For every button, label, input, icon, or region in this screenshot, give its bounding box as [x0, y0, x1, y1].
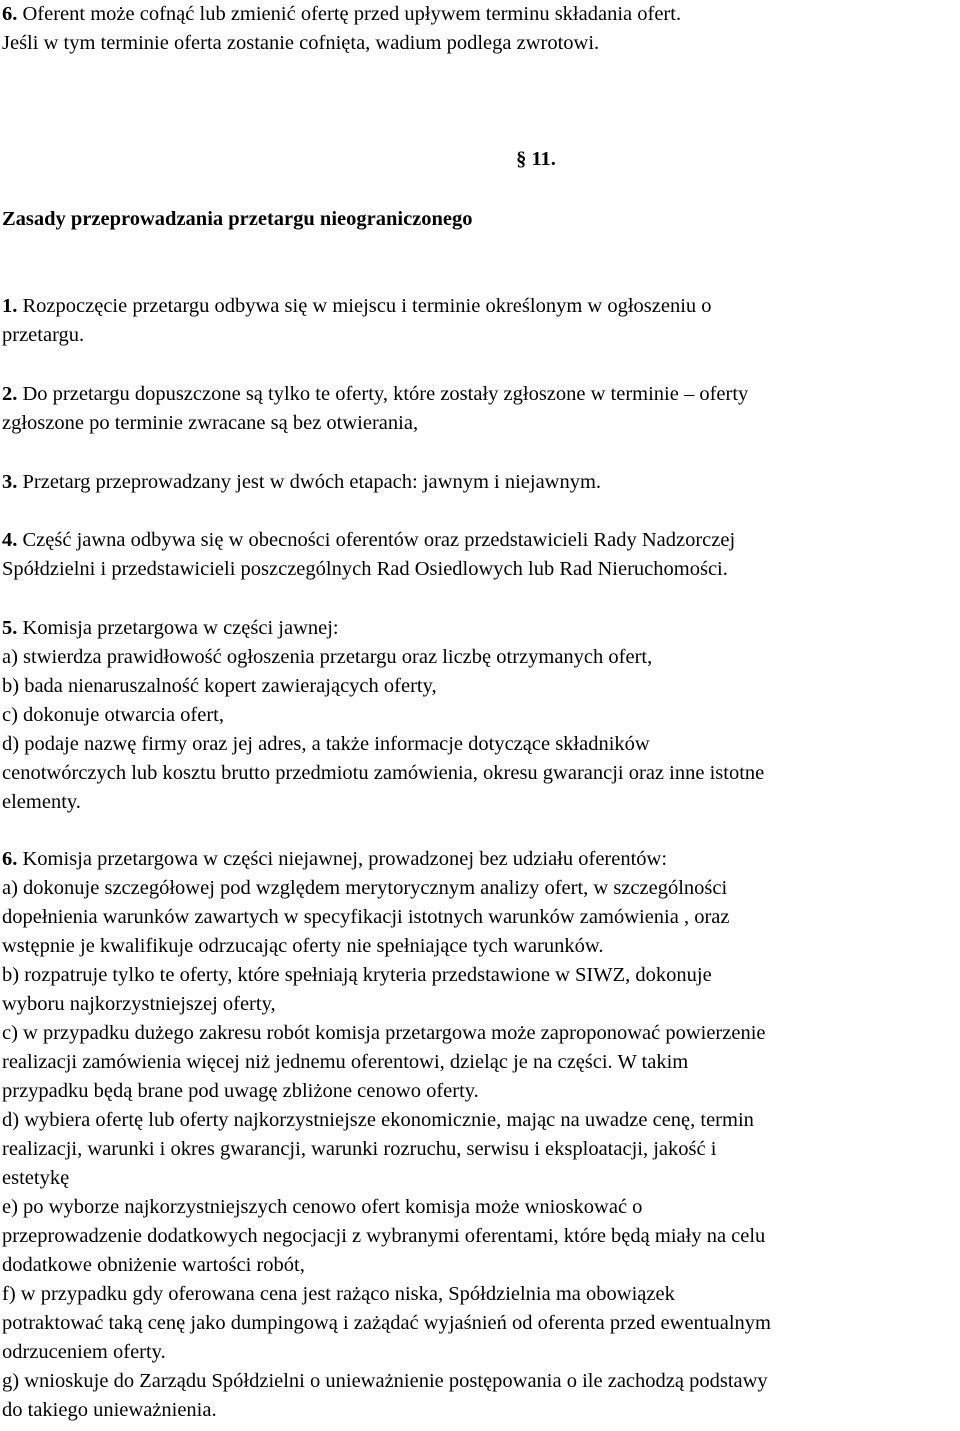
text-line: c) dokonuje otwarcia ofert, — [2, 704, 224, 726]
point-1 — [2, 292, 712, 350]
text-line: odrzuceniem oferty. — [2, 1341, 166, 1363]
text-line: zgłoszone po terminie zwracane są bez otwierania, — [2, 412, 419, 434]
text-line: 2. Do przetargu dopuszczone są tylko te oferty, które zostały zgłoszone w terminie – oferty — [2, 383, 749, 405]
text-line: 4. Część jawna odbywa się w obecności oferentów oraz przedstawicieli Rady Nadzorczej — [2, 529, 736, 551]
text-line: przypadku będą brane pod uwagę zbliżone cenowo oferty. — [2, 1080, 479, 1102]
point-6 — [2, 845, 771, 1425]
text-line: 6. Komisja przetargowa w części niejawnej, prowadzonej bez udziału oferentów: — [2, 848, 668, 870]
text-line: c) w przypadku dużego zakresu robót komisja przetargowa może zaproponować powierzenie — [2, 1022, 766, 1044]
point-number: 6. — [2, 848, 18, 870]
text-line: 1. Rozpoczęcie przetargu odbywa się w miejscu i terminie określonym w ogłoszeniu o — [2, 295, 712, 317]
text-line: dopełnienia warunków zawartych w specyfikacji istotnych warunków zamówienia , oraz — [2, 906, 730, 928]
text-line: przetargu. — [2, 324, 85, 346]
text-line: e) po wyborze najkorzystniejszych cenowo ofert komisja może wnioskować o — [2, 1196, 643, 1218]
point-number: 2. — [2, 383, 18, 405]
text-line: d) podaje nazwę firmy oraz jej adres, a także informacje dotyczące składników — [2, 733, 650, 755]
text-line: g) wnioskuje do Zarządu Spółdzielni o unieważnienie postępowania o ile zachodzą podstawy — [2, 1370, 768, 1392]
text-line: wyboru najkorzystniejszej oferty, — [2, 993, 276, 1015]
text-line: dodatkowe obniżenie wartości robót, — [2, 1254, 305, 1276]
point-number: 5. — [2, 617, 18, 639]
text-line: f) w przypadku gdy oferowana cena jest rażąco niska, Spółdzielnia ma obowiązek — [2, 1283, 675, 1305]
section-title: Zasady przeprowadzania przetargu nieograniczonego — [2, 208, 473, 230]
text-line: d) wybiera ofertę lub oferty najkorzystniejsze ekonomicznie, mając na uwadze cenę, termin — [2, 1109, 754, 1131]
text-line: Spółdzielni i przedstawicieli poszczególnych Rad Osiedlowych lub Rad Nieruchomości. — [2, 558, 728, 580]
point-number: 4. — [2, 529, 18, 551]
text-line: 6. Oferent może cofnąć lub zmienić ofertę przed upływem terminu składania ofert. — [2, 3, 682, 25]
point-number: 6. — [2, 3, 18, 25]
text-line: realizacji zamówienia więcej niż jednemu oferentowi, dzieląc je na części. W takim — [2, 1051, 689, 1073]
text-line: 5. Komisja przetargowa w części jawnej: — [2, 617, 339, 639]
point-number: 3. — [2, 471, 18, 493]
intro-point — [2, 0, 681, 58]
text-line: wstępnie je kwalifikuje odrzucając oferty nie spełniające tych warunków. — [2, 935, 604, 957]
text-line: przeprowadzenie dodatkowych negocjacji z wybranymi oferentami, które będą miały na celu — [2, 1225, 766, 1247]
text-line: potraktować taką cenę jako dumpingową i zażądać wyjaśnień od oferenta przed ewentualnym — [2, 1312, 771, 1334]
text-line: b) rozpatruje tylko te oferty, które spełniają kryteria przedstawione w SIWZ, dokonuje — [2, 964, 712, 986]
text-line: a) stwierdza prawidłowość ogłoszenia przetargu oraz liczbę otrzymanych ofert, — [2, 646, 653, 668]
point-4 — [2, 526, 735, 584]
text-line: estetykę — [2, 1167, 70, 1189]
text-line: b) bada nienaruszalność kopert zawierających oferty, — [2, 675, 437, 697]
point-2 — [2, 380, 748, 438]
text-line: elementy. — [2, 791, 81, 813]
text-line: cenotwórczych lub kosztu brutto przedmiotu zamówienia, okresu gwarancji oraz inne istotne — [2, 762, 765, 784]
text-line: 3. Przetarg przeprowadzany jest w dwóch etapach: jawnym i niejawnym. — [2, 471, 602, 493]
text-line: Jeśli w tym terminie oferta zostanie cofnięta, wadium podlega zwrotowi. — [2, 32, 600, 54]
point-5 — [2, 614, 764, 817]
point-3 — [2, 468, 601, 497]
point-number: 1. — [2, 295, 18, 317]
text-line: a) dokonuje szczegółowej pod względem merytorycznym analizy ofert, w szczególności — [2, 877, 728, 899]
section-number: § 11. — [516, 148, 556, 170]
text-line: do takiego unieważnienia. — [2, 1399, 217, 1421]
text-line: realizacji, warunki i okres gwarancji, warunki rozruchu, serwisu i eksploatacji, jakość i — [2, 1138, 717, 1160]
